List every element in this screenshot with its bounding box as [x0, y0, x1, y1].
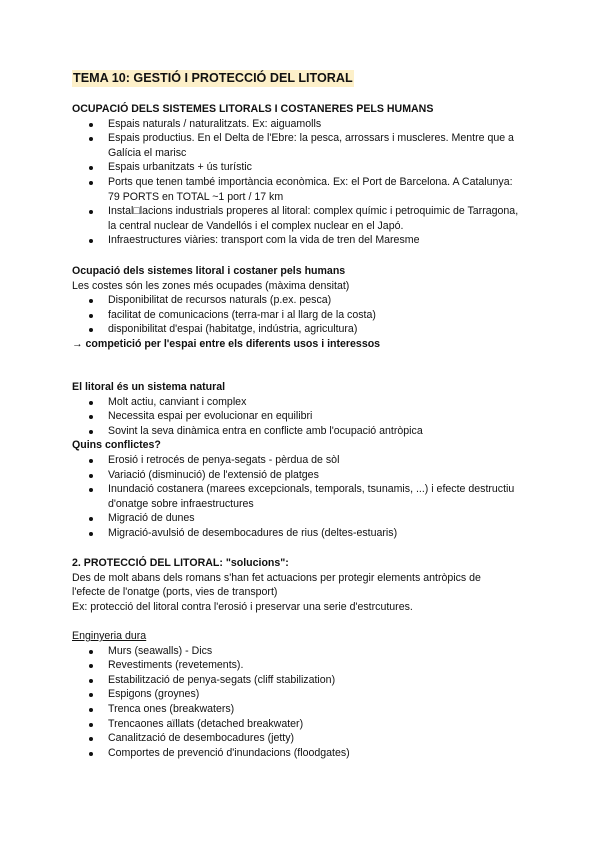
bullet-icon	[89, 737, 93, 741]
list-item-text: Trenca ones (breakwaters)	[108, 702, 235, 715]
bullet-icon	[89, 752, 93, 756]
bullet-icon	[89, 415, 93, 419]
bullet-icon	[89, 239, 93, 243]
bullet-icon	[89, 708, 93, 712]
bullet-icon	[89, 650, 93, 654]
list-item	[72, 424, 526, 439]
bullet-icon	[89, 137, 93, 141]
bullet-icon	[89, 314, 93, 318]
list-item	[72, 746, 526, 761]
bullet-icon	[89, 474, 93, 478]
bullet-icon	[89, 181, 93, 185]
list-item	[72, 468, 526, 483]
list-item-text: Revestiments (revetements).	[108, 659, 244, 672]
list-item	[72, 511, 526, 526]
bullet-list	[72, 395, 532, 439]
list-item-text: Sovint la seva dinàmica entra en conflicte amb l'ocupació antròpica	[108, 424, 423, 437]
list-item	[72, 308, 526, 323]
list-item	[72, 644, 526, 659]
bullet-list	[72, 293, 532, 337]
list-item-text: Molt actiu, canviant i complex	[108, 395, 247, 408]
list-item	[72, 293, 526, 308]
list-item-text: Canalització de desembocadures (jetty)	[108, 732, 295, 745]
list-item	[72, 687, 526, 702]
list-item-text: Espais urbanitzats + ús turístic	[108, 161, 252, 174]
list-item-text: disponibilitat d'espai (habitatge, indústria, agricultura)	[108, 323, 358, 336]
bullet-icon	[89, 679, 93, 683]
list-item-text: Estabilització de penya-segats (cliff stabilization)	[108, 673, 336, 686]
list-item	[72, 658, 526, 673]
bullet-icon	[89, 488, 93, 492]
bullet-icon	[89, 693, 93, 697]
list-item-text: Instal□lacions industrials properes al litoral: complex químic i petroquimic de Tarragona, la central nuclear de Vandellós i el complex nuclear en el Japó.	[108, 205, 519, 232]
section-heading: El litoral és un sistema natural	[72, 381, 226, 393]
section-occupation	[72, 102, 532, 248]
list-item	[72, 175, 526, 204]
list-item	[72, 409, 526, 424]
list-item-text: Ports que tenen també importància econòmica. Ex: el Port de Barcelona. A Catalunya: 79 PORTS en TOTAL ~1 port / 17 km	[108, 175, 513, 203]
list-item	[72, 453, 526, 468]
subheading: Quins conflictes?	[72, 439, 161, 452]
paragraph: Des de molt abans dels romans s'han fet actuacions per protegir elements antròpics de l'efecte de l'onatge (ports, vies de transport)	[72, 571, 481, 599]
bullet-icon	[89, 123, 93, 127]
list-item	[72, 526, 526, 541]
title-block	[72, 70, 532, 87]
list-item-text: Erosió i retrocés de penya-segats - pèrdua de sòl	[108, 453, 340, 466]
list-item-text: Inundació costanera (marees excepcionals, temporals, tsunamis, ...) i efecte destructiu d'onatge sobre infraestructures	[108, 483, 515, 510]
list-item	[72, 322, 526, 337]
list-item	[72, 131, 526, 160]
list-item	[72, 160, 526, 175]
bullet-icon	[89, 166, 93, 170]
list-item-text: Comportes de prevenció d'inundacions (floodgates)	[108, 746, 350, 759]
list-item-text: Migració de dunes	[108, 512, 195, 525]
list-item	[72, 395, 526, 410]
list-item-text: Infraestructures viàries: transport com la vida de tren del Maresme	[108, 234, 420, 247]
list-item-text: Disponibilitat de recursos naturals (p.ex. pesca)	[108, 294, 332, 307]
list-item	[72, 233, 526, 248]
subheading: Enginyeria dura	[72, 629, 147, 642]
list-item-text: facilitat de comunicacions (terra-mar i al llarg de la costa)	[108, 308, 376, 321]
bullet-icon	[89, 299, 93, 303]
bullet-icon	[89, 664, 93, 668]
section-natural-system	[72, 380, 532, 541]
bullet-icon	[89, 532, 93, 536]
document-title: TEMA 10: GESTIÓ I PROTECCIÓ DEL LITORAL	[73, 71, 353, 85]
bullet-icon	[89, 723, 93, 727]
conclusion-text: → competició per l'espai entre els diferents usos i interessos	[72, 337, 381, 350]
bullet-list	[72, 453, 532, 541]
section-heading: 2. PROTECCIÓ DEL LITORAL: "solucions":	[72, 557, 289, 569]
bullet-icon	[89, 401, 93, 405]
list-item-text: Necessita espai per evolucionar en equilibri	[108, 410, 313, 423]
list-item-text: Trencaones aïllats (detached breakwater)	[108, 717, 304, 730]
intro-text: Les costes són les zones més ocupades (màxima densitat)	[72, 279, 350, 292]
paragraph: Ex: protecció del litoral contra l'erosió i preservar una serie d'estrcutures.	[72, 600, 413, 613]
list-item	[72, 702, 526, 717]
list-item	[72, 731, 526, 746]
section-occupation-humans	[72, 264, 532, 352]
list-item-text: Murs (seawalls) - Dics	[108, 644, 213, 657]
list-item-text: Variació (disminució) de l'extensió de platges	[108, 468, 319, 481]
list-item-text: Espigons (groynes)	[108, 688, 200, 701]
bullet-icon	[89, 210, 93, 214]
list-item	[72, 204, 526, 233]
list-item	[72, 673, 526, 688]
bullet-list	[72, 644, 532, 761]
bullet-list	[72, 117, 532, 248]
section-heading: Ocupació dels sistemes litoral i costaner pels humans	[72, 265, 346, 277]
list-item-text: Migració-avulsió de desembocadures de rius (deltes-estuaris)	[108, 526, 398, 539]
bullet-icon	[89, 328, 93, 332]
list-item-text: Espais naturals / naturalitzats. Ex: aiguamolls	[108, 117, 322, 130]
section-heading: OCUPACIÓ DELS SISTEMES LITORALS I COSTANERES PELS HUMANS	[72, 103, 434, 115]
list-item	[72, 482, 526, 511]
bullet-icon	[89, 430, 93, 434]
list-item	[72, 117, 526, 132]
list-item	[72, 717, 526, 732]
section-protection	[72, 556, 532, 760]
bullet-icon	[89, 459, 93, 463]
list-item-text: Espais productius. En el Delta de l'Ebre: la pesca, arrossars i muscleres. Mentre que a Galícia el marisc	[108, 132, 514, 159]
bullet-icon	[89, 517, 93, 521]
